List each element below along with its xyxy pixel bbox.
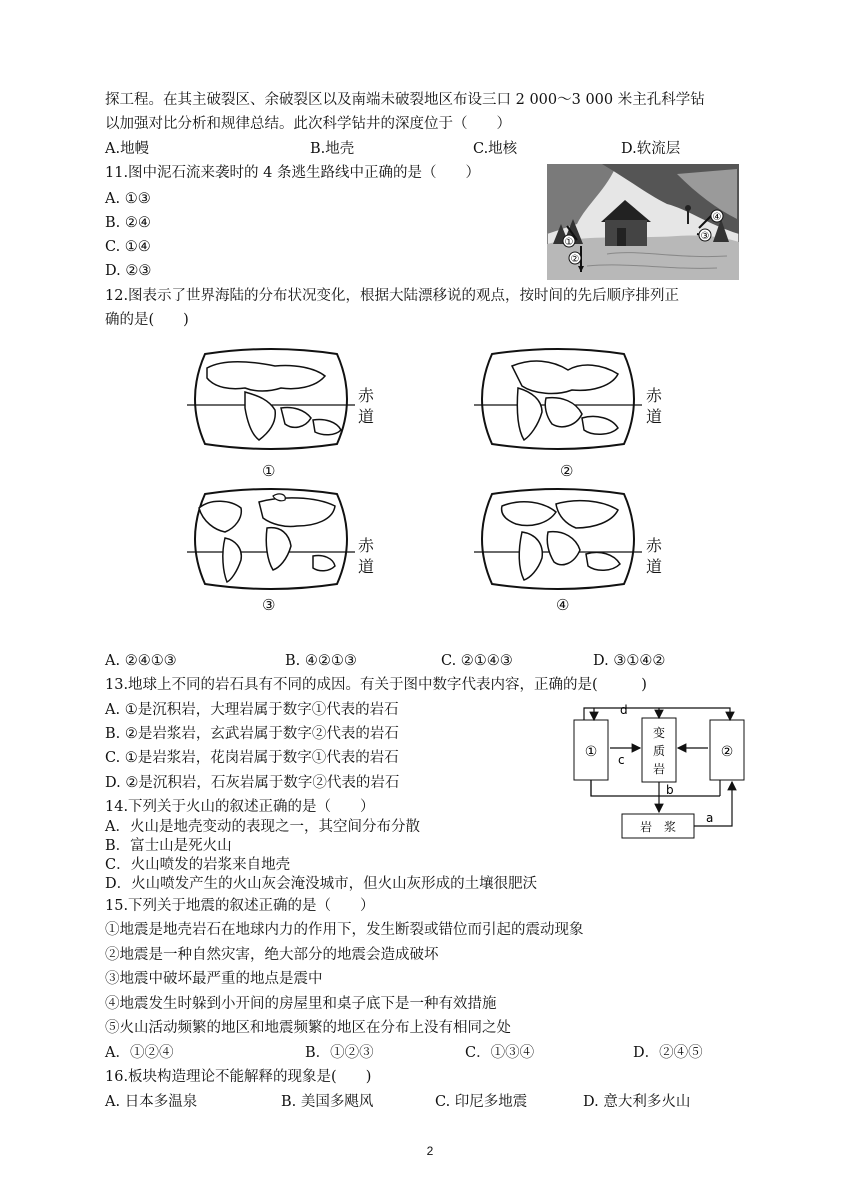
q15-option-c[interactable]: C．①③④ xyxy=(465,1045,535,1061)
q16-stem: 16.板块构造理论不能解释的现象是( ) xyxy=(105,1069,372,1085)
q14-option-c[interactable]: C．火山喷发的岩浆来自地壳 xyxy=(105,857,291,873)
q12-stem-line2: 确的是( ) xyxy=(105,312,189,328)
route-3-label: ③ xyxy=(700,231,710,242)
map2-equator-label-2: 道 xyxy=(646,407,663,426)
map1-number: ① xyxy=(262,462,276,480)
label-d: d xyxy=(620,703,628,717)
q14-option-d[interactable]: D．火山喷发产生的火山灰会淹没城市，但火山灰形成的土壤很肥沃 xyxy=(105,876,538,892)
q14-option-b[interactable]: B．富士山是死火山 xyxy=(105,838,232,854)
map2-number: ② xyxy=(560,462,574,480)
q13-option-a[interactable]: A. ①是沉积岩，大理岩属于数字①代表的岩石 xyxy=(105,702,399,718)
magma-label: 岩 浆 xyxy=(639,820,677,834)
q12-option-c[interactable]: C. ②①④③ xyxy=(441,653,513,669)
q11-option-c[interactable]: C. ①④ xyxy=(105,239,151,255)
q10-text-line1: 探工程。在其主破裂区、余破裂区以及南端未破裂地区布设三口 2 000～3 000 米主孔科学钻 xyxy=(105,92,705,108)
map4-equator-label-2: 道 xyxy=(646,557,663,576)
q15-statement-5: ⑤火山活动频繁的地区和地震频繁的地区在分布上没有相同之处 xyxy=(105,1020,511,1036)
route-1-label: ① xyxy=(564,237,574,248)
label-a: a xyxy=(706,811,714,825)
q11-option-d[interactable]: D. ②③ xyxy=(105,263,152,279)
q11-option-a[interactable]: A. ①③ xyxy=(105,191,151,207)
map3-equator-label-2: 道 xyxy=(358,557,375,576)
q15-statement-4: ④地震发生时躲到小开间的房屋里和桌子底下是一种有效措施 xyxy=(105,996,497,1012)
world-map-2 xyxy=(472,348,644,450)
map3-number: ③ xyxy=(262,596,276,614)
q16-option-c[interactable]: C. 印尼多地震 xyxy=(435,1094,528,1110)
world-map-4 xyxy=(472,488,644,590)
rock-cycle-diagram xyxy=(570,700,748,840)
q16-option-a[interactable]: A. 日本多温泉 xyxy=(105,1094,198,1110)
q16-option-d[interactable]: D. 意大利多火山 xyxy=(583,1094,691,1110)
q13-stem: 13.地球上不同的岩石具有不同的成因。有关于图中数字代表内容，正确的是( ) xyxy=(105,677,647,693)
world-map-3 xyxy=(185,488,357,590)
mudslide-illustration xyxy=(547,164,739,280)
q15-option-a[interactable]: A．①②④ xyxy=(105,1045,174,1061)
q11-option-b[interactable]: B. ②④ xyxy=(105,215,151,231)
q10-text-line2: 以加强对比分析和规律总结。此次科学钻井的深度位于（ ） xyxy=(105,116,511,132)
q15-statement-1: ①地震是地壳岩石在地球内力的作用下，发生断裂或错位而引起的震动现象 xyxy=(105,922,584,938)
route-2-label: ② xyxy=(570,254,580,265)
page-number: 2 xyxy=(426,1144,434,1158)
q15-option-d[interactable]: D．②④⑤ xyxy=(633,1045,703,1061)
q14-option-a[interactable]: A．火山是地壳变动的表现之一，其空间分布分散 xyxy=(105,819,420,835)
metamorphic-char-3: 岩 xyxy=(652,762,666,776)
map4-number: ④ xyxy=(556,596,570,614)
q10-option-b[interactable]: B.地壳 xyxy=(310,141,355,157)
q13-option-d[interactable]: D. ②是沉积岩，石灰岩属于数字②代表的岩石 xyxy=(105,775,400,791)
map3-equator-label-1: 赤 xyxy=(358,536,375,555)
world-map-1 xyxy=(185,348,357,450)
rock-box-1-label: ① xyxy=(584,744,598,760)
q12-option-a[interactable]: A. ②④①③ xyxy=(105,653,177,669)
q10-option-a[interactable]: A.地幔 xyxy=(105,141,150,157)
label-b: b xyxy=(666,783,674,797)
q10-option-d[interactable]: D.软流层 xyxy=(621,141,681,157)
q14-stem: 14.下列关于火山的叙述正确的是（ ） xyxy=(105,799,375,815)
q15-statement-2: ②地震是一种自然灾害，绝大部分的地震会造成破坏 xyxy=(105,947,439,963)
q12-option-b[interactable]: B. ④②①③ xyxy=(285,653,357,669)
map1-equator-label-1: 赤 xyxy=(358,386,375,405)
q12-stem-line1: 12.图表示了世界海陆的分布状况变化，根据大陆漂移说的观点，按时间的先后顺序排列正 xyxy=(105,288,680,304)
route-4-label: ④ xyxy=(712,212,722,223)
q12-option-d[interactable]: D. ③①④② xyxy=(593,653,666,669)
label-c: c xyxy=(618,753,625,767)
q10-option-c[interactable]: C.地核 xyxy=(473,141,518,157)
q15-option-b[interactable]: B．①②③ xyxy=(305,1045,374,1061)
metamorphic-char-2: 质 xyxy=(652,744,666,758)
q13-option-c[interactable]: C. ①是岩浆岩，花岗岩属于数字①代表的岩石 xyxy=(105,750,399,766)
map1-equator-label-2: 道 xyxy=(358,407,375,426)
q15-stem: 15.下列关于地震的叙述正确的是（ ） xyxy=(105,898,375,914)
q15-statement-3: ③地震中破坏最严重的地点是震中 xyxy=(105,971,323,987)
q16-option-b[interactable]: B. 美国多飓风 xyxy=(281,1094,374,1110)
map2-equator-label-1: 赤 xyxy=(646,386,663,405)
metamorphic-char-1: 变 xyxy=(652,726,666,740)
q13-option-b[interactable]: B. ②是岩浆岩，玄武岩属于数字②代表的岩石 xyxy=(105,726,399,742)
rock-box-2-label: ② xyxy=(720,744,734,760)
map4-equator-label-1: 赤 xyxy=(646,536,663,555)
q11-stem: 11.图中泥石流来袭时的 4 条逃生路线中正确的是（ ） xyxy=(105,165,481,181)
